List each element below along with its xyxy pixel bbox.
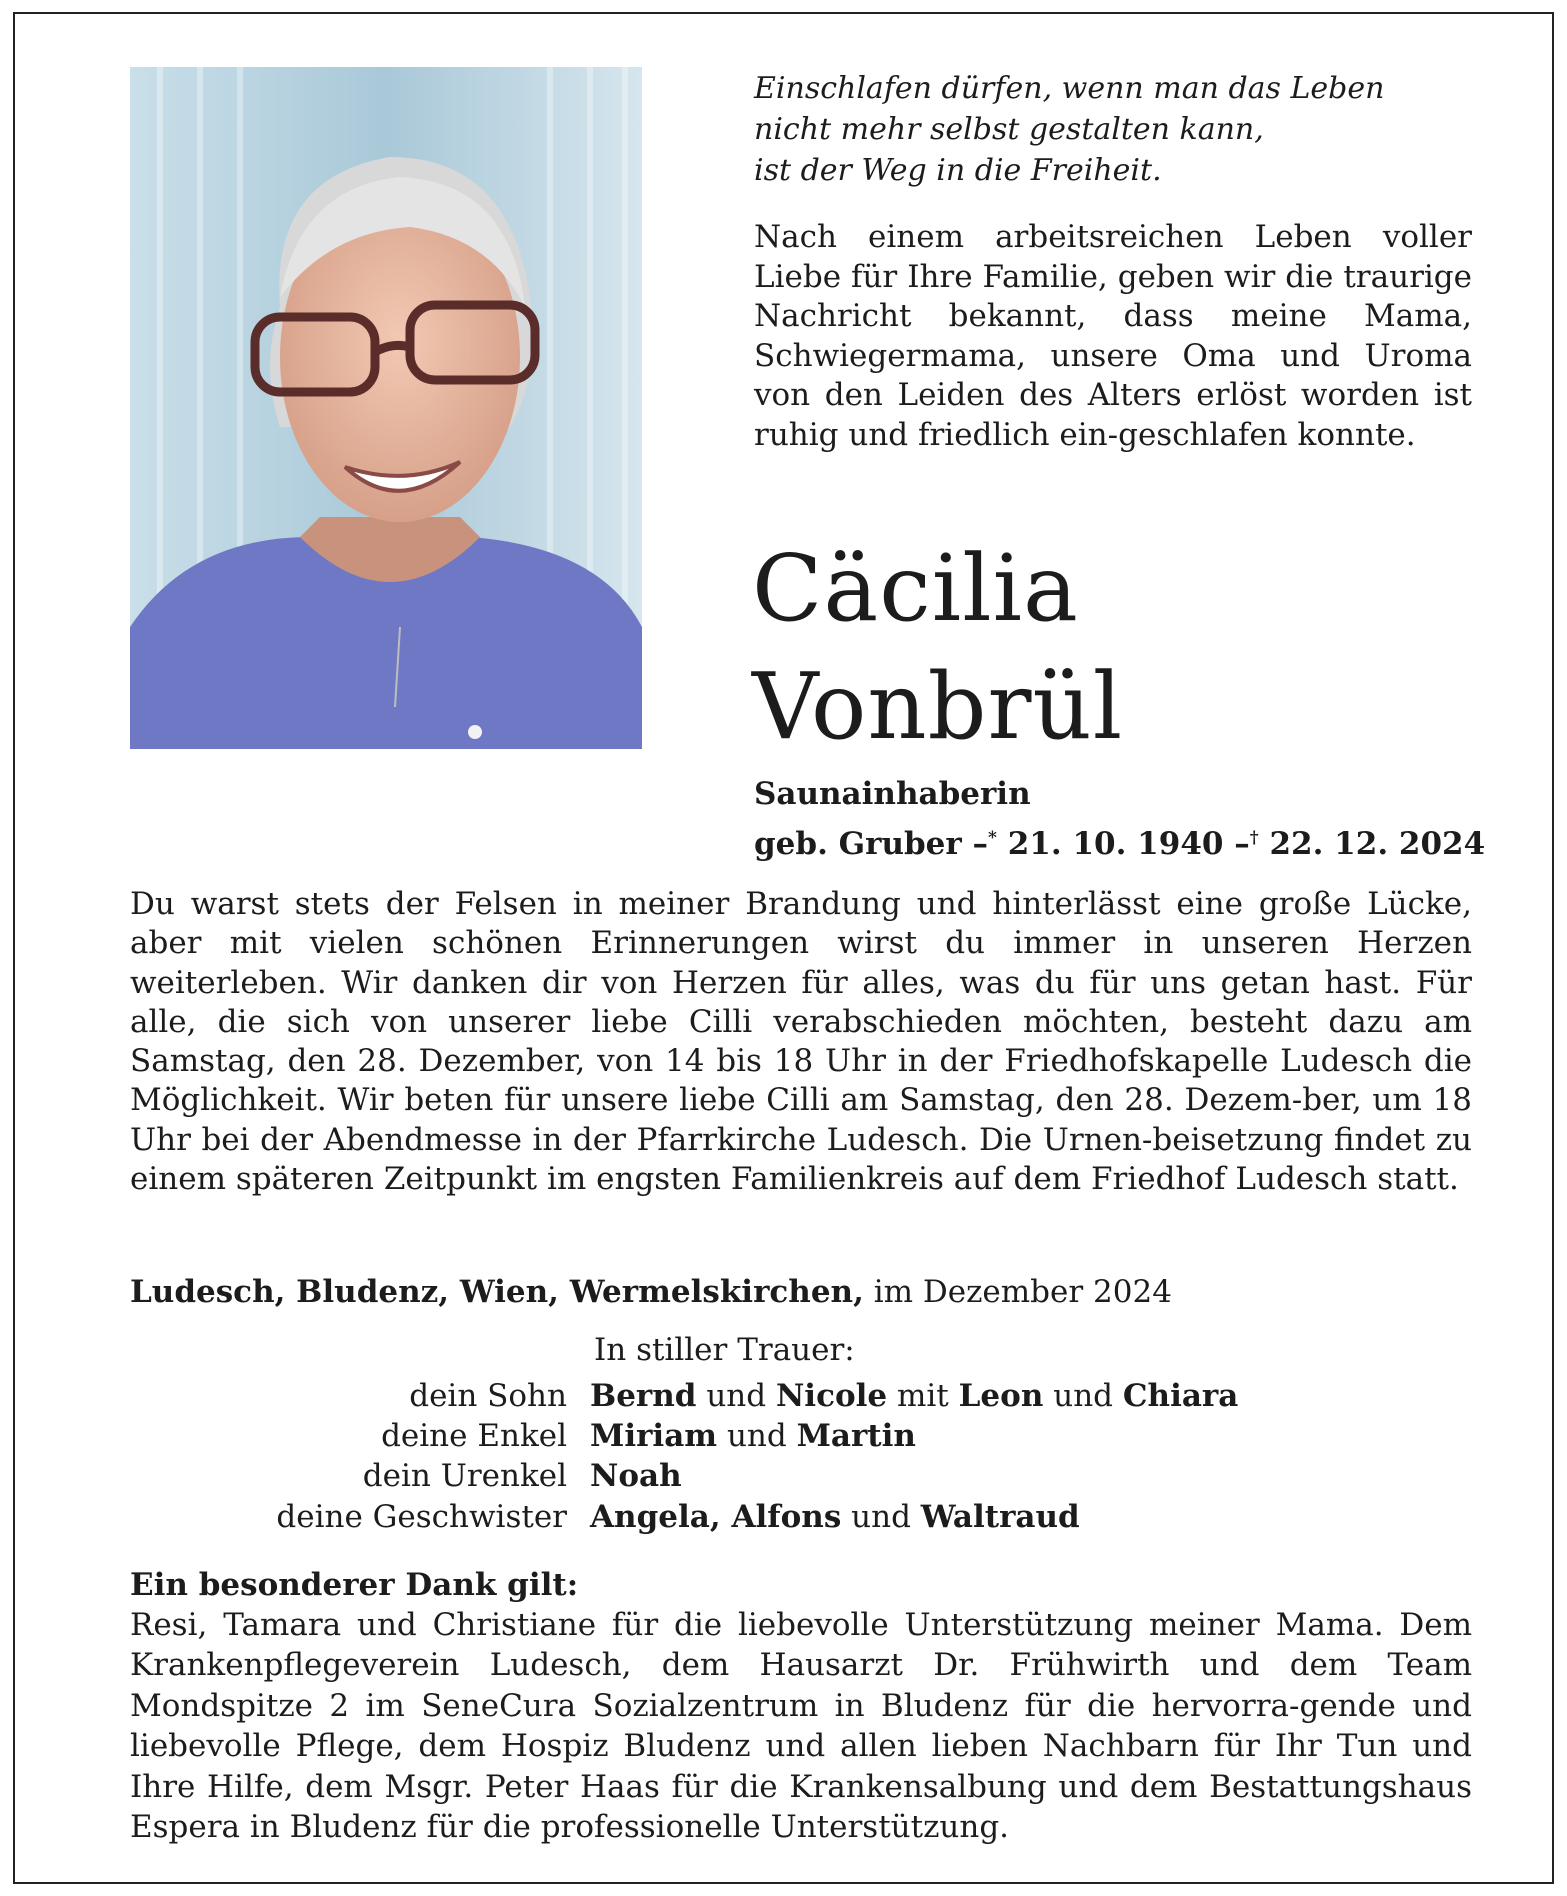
epigraph-quote bbox=[754, 68, 1474, 191]
mourning-label: In stiller Trauer: bbox=[594, 1332, 855, 1368]
quote-line: nicht mehr selbst gestalten kann, bbox=[754, 112, 1264, 147]
occupation: Saunainhaberin bbox=[754, 776, 1031, 812]
mourner-names bbox=[590, 1456, 682, 1496]
mourner-name: Angela, Alfons bbox=[590, 1499, 842, 1535]
mourner-name: Noah bbox=[590, 1458, 682, 1494]
mourner-names bbox=[590, 1497, 1080, 1537]
first-name: Cäcilia bbox=[752, 535, 1079, 642]
mourner-name: Leon bbox=[958, 1378, 1044, 1414]
places: Ludesch, Bludenz, Wien, Wermelskirchen, bbox=[130, 1274, 864, 1310]
last-name: Vonbrül bbox=[752, 653, 1124, 760]
mourner-name: Miriam bbox=[590, 1418, 718, 1454]
life-dates bbox=[754, 818, 1485, 864]
mourner-names bbox=[590, 1416, 916, 1456]
birth-date: 21. 10. 1940 bbox=[1007, 826, 1224, 862]
mourner-name: Chiara bbox=[1122, 1378, 1239, 1414]
dash: – bbox=[972, 826, 989, 862]
mourner-names bbox=[590, 1376, 1238, 1416]
mourner-name: Waltraud bbox=[920, 1499, 1080, 1535]
died-symbol: † bbox=[1249, 828, 1259, 848]
connector: mit bbox=[887, 1378, 959, 1414]
born-symbol: * bbox=[988, 828, 997, 848]
connector: und bbox=[717, 1418, 797, 1454]
connector: und bbox=[696, 1378, 776, 1414]
maiden-name: geb. Gruber bbox=[754, 826, 962, 862]
connector: und bbox=[1043, 1378, 1123, 1414]
mourner-relation: dein Urenkel bbox=[362, 1458, 567, 1494]
main-text: Du warst stets der Felsen in meiner Brandung und hinterlässt eine große Lücke, aber mit vielen schönen Erinnerungen wirst du immer in unseren Herzen weiterleben. Wir danken dir von Herzen für alles, was du für uns getan hast. Für alle, die sich von unserer liebe Cilli verabschieden möchten, besteht dazu am Samstag, den 28. Dezember, von 14 bis 18 Uhr in der Friedhofskapelle Ludesch die Möglichkeit. Wir beten für unsere liebe Cilli am Samstag, den 28. Dezem-ber, um 18 Uhr bei der Abendmesse in der Pfarrkirche Ludesch. Die Urnen-beisetzung findet zu einem späteren Zeitpunkt im engsten Familienkreis auf dem Friedhof Ludesch statt. bbox=[130, 886, 1472, 1198]
quote-line: Einschlafen dürfen, wenn man das Leben bbox=[754, 71, 1385, 106]
dash: – bbox=[1234, 826, 1250, 862]
portrait-photo bbox=[130, 67, 642, 749]
place-date-line bbox=[130, 1272, 1172, 1312]
connector: und bbox=[841, 1499, 921, 1535]
thanks-text: Resi, Tamara und Christiane für die liebevolle Unterstützung meiner Mama. Dem Krankenpflegeverein Ludesch, dem Hausarzt Dr. Frühwirth und dem Team Mondspitze 2 im SeneCura Sozialzentrum in Bludenz für die hervorra-gende und liebevolle Pflege, dem Hospiz Bludenz und allen lieben Nachbarn für Ihr Tun und Ihre Hilfe, dem Msgr. Peter Haas für die Krankensalbung und dem Bestattungshaus Espera in Bludenz für die professionelle Unterstützung. bbox=[130, 1607, 1472, 1846]
deceased-name bbox=[752, 530, 1123, 766]
thanks-heading: Ein besonderer Dank gilt: bbox=[130, 1567, 579, 1603]
date: im Dezember 2024 bbox=[873, 1274, 1172, 1310]
mourner-relation: deine Enkel bbox=[381, 1418, 567, 1454]
mourner-name: Nicole bbox=[775, 1378, 888, 1414]
mourner-relation: dein Sohn bbox=[409, 1378, 567, 1414]
intro-paragraph: Nach einem arbeitsreichen Leben voller Liebe für Ihre Familie, geben wir die traurige Nachricht bekannt, dass meine Mama, Schwiegermama, unsere Oma und Uroma von den Leiden des Alters erlöst worden ist ruhig und friedlich ein-geschlafen konnte. bbox=[754, 219, 1472, 453]
mourner-name: Martin bbox=[796, 1418, 916, 1454]
mourner-relation: deine Geschwister bbox=[276, 1499, 567, 1535]
quote-line: ist der Weg in die Freiheit. bbox=[754, 153, 1162, 188]
mourner-name: Bernd bbox=[590, 1378, 697, 1414]
death-date: 22. 12. 2024 bbox=[1269, 826, 1486, 862]
